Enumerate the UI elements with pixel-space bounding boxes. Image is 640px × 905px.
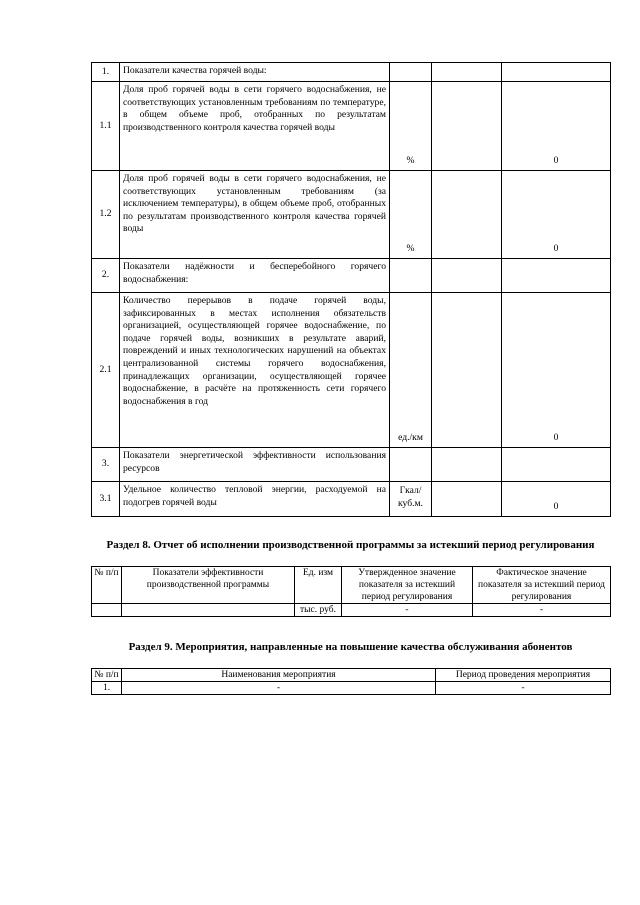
row-unit: % xyxy=(390,171,432,259)
indicators-table xyxy=(91,62,611,517)
row-number: 1.2 xyxy=(92,171,120,259)
row-unit: ед./км xyxy=(390,293,432,448)
row-value xyxy=(502,448,611,482)
row-description: Доля проб горячей воды в сети горячего водоснабжения, не соответствующих установленным требованиям по температуре, в общем объеме проб, отобранных по результатам производственного контроля качества горячей воды xyxy=(120,82,390,171)
col-header-approved: Утвержденное значение показателя за истекший период регулирования xyxy=(342,567,473,604)
row-number xyxy=(92,604,122,617)
col-header-actual: Фактическое значение показателя за истекший период регулирования xyxy=(473,567,611,604)
section9-table xyxy=(91,668,611,695)
row-value: 0 xyxy=(502,482,611,517)
empty-cell xyxy=(432,293,502,448)
table-row xyxy=(92,82,611,171)
row-period: - xyxy=(436,682,611,695)
table-row xyxy=(92,259,611,293)
row-measure: - xyxy=(122,682,436,695)
table-row xyxy=(92,604,611,617)
row-number: 2.1 xyxy=(92,293,120,448)
row-value xyxy=(502,259,611,293)
section9-title: Раздел 9. Мероприятия, направленные на повышение качества обслуживания абонентов xyxy=(128,641,573,653)
row-number: 2. xyxy=(92,259,120,293)
row-value: 0 xyxy=(502,293,611,448)
row-indicator xyxy=(122,604,295,617)
table-row xyxy=(92,293,611,448)
row-description: Количество перерывов в подаче горячей воды, зафиксированных в местах исполнения обязательств организацией, осуществляющей горячее водоснабжение, по подаче горячей воды, возникших в результате аварий, повреждений и иных технологических нарушений на объектах централизованной системы горячего водоснабжения, принадлежащих организации, осуществляющей горячее водоснабжение, в расчёте на протяженность сети горячего водоснабжения в год xyxy=(120,293,390,448)
row-description: Удельное количество тепловой энергии, расходуемой на подогрев горячей воды xyxy=(120,482,390,517)
table-row xyxy=(92,482,611,517)
table-header-row xyxy=(92,567,611,604)
row-actual: - xyxy=(473,604,611,617)
section8-table xyxy=(91,566,611,617)
col-header-unit: Ед. изм xyxy=(295,567,342,604)
table-row xyxy=(92,171,611,259)
row-number: 3.1 xyxy=(92,482,120,517)
col-header-period: Период проведения мероприятия xyxy=(436,669,611,682)
table-row xyxy=(92,63,611,82)
empty-cell xyxy=(432,82,502,171)
table-header-row xyxy=(92,669,611,682)
table-row xyxy=(92,682,611,695)
row-value xyxy=(502,63,611,82)
empty-cell xyxy=(432,171,502,259)
row-number: 1. xyxy=(92,682,122,695)
section8-title: Раздел 8. Отчет об исполнении производственной программы за истекший период регулирования xyxy=(106,539,595,551)
row-unit: Гкал/ куб.м. xyxy=(390,482,432,517)
row-unit xyxy=(390,259,432,293)
row-description: Показатели энергетической эффективности использования ресурсов xyxy=(120,448,390,482)
table-row xyxy=(92,448,611,482)
row-number: 3. xyxy=(92,448,120,482)
empty-cell xyxy=(432,259,502,293)
row-unit xyxy=(390,448,432,482)
row-unit: % xyxy=(390,82,432,171)
empty-cell xyxy=(432,448,502,482)
col-header-number: № п/п xyxy=(92,669,122,682)
row-unit xyxy=(390,63,432,82)
row-value: 0 xyxy=(502,171,611,259)
row-value: 0 xyxy=(502,82,611,171)
col-header-number: № п/п xyxy=(92,567,122,604)
empty-cell xyxy=(432,63,502,82)
row-description: Показатели надёжности и бесперебойного горячего водоснабжения: xyxy=(120,259,390,293)
row-description: Доля проб горячей воды в сети горячего водоснабжения, не соответствующих установленным требованиям (за исключением температуры), в общем объеме проб, отобранных по результатам производственного контроля качества горячей воды xyxy=(120,171,390,259)
row-unit: тыс. руб. xyxy=(295,604,342,617)
row-number: 1.1 xyxy=(92,82,120,171)
row-number: 1. xyxy=(92,63,120,82)
empty-cell xyxy=(432,482,502,517)
row-description: Показатели качества горячей воды: xyxy=(120,63,390,82)
col-header-indicator: Показатели эффективности производственной программы xyxy=(122,567,295,604)
row-approved: - xyxy=(342,604,473,617)
col-header-measure: Наименования мероприятия xyxy=(122,669,436,682)
